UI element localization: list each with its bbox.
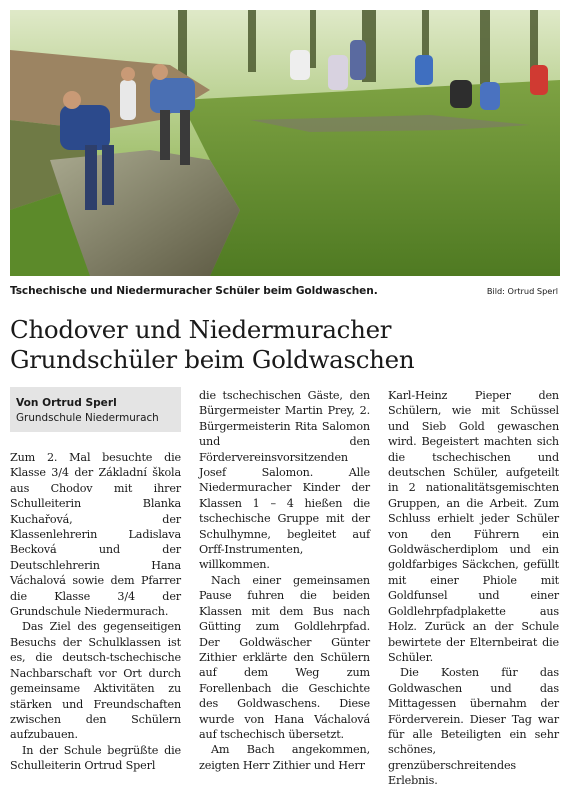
article-column-1: [10, 450, 181, 774]
author-box: [10, 387, 181, 432]
paragraph: In der Schule begrüßte die Schulleiterin Ortrud Sperl: [10, 743, 181, 773]
paragraph: Das Ziel des gegenseitigen Besuchs der Schulklassen ist es, die deutsch-tschechische Nachbarschaft vor Ort durch gemeinsame Aktivitäten zu stärken und Freundschaften zwischen den Schülern aufzubauen.: [10, 620, 181, 742]
author-affiliation: Grundschule Niedermurach: [16, 412, 159, 424]
paragraph: Zum 2. Mal besuchte die Klasse 3/4 der Základní škola aus Chodov mit ihrer Schulleiterin Blanka Kuchařová, der Klassenlehrerin Ladislava Becková und der Deutschlehrerin Hana Váchalová sowie dem Pfarrer die Klasse 3/4 der Grundschule Niedermurach.: [10, 451, 181, 619]
article-column-2: [199, 388, 370, 773]
article-photo: [10, 10, 560, 276]
paragraph: Karl-Heinz Pieper den Schülern, wie mit Schüssel und Sieb Gold gewaschen wird. Begeistert machten sich die tschechischen und deutschen Schüler, aufgeteilt in 2 nationalitätsgemischten Gruppen, an die Arbeit. Zum Schluss erhielt jeder Schüler von den Führern ein Goldwäscherdiplom und ein goldfarbiges Säckchen, gefüllt mit einer Phiole mit Goldfunsel und einer Goldlehrpfadplakette aus Holz. Zurück an der Schule bewirtete der Elternbeirat die Schüler.: [388, 389, 559, 664]
photo-caption-row: [10, 285, 560, 303]
paragraph: Die Kosten für das Goldwaschen und das Mittagessen übernahm der Förderverein. Dieser Tag war für alle Beteiligten ein sehr schönes, grenzüberschreitendes Erlebnis.: [388, 666, 559, 788]
author-name: Von Ortrud Sperl: [16, 397, 117, 409]
paragraph: die tschechischen Gäste, den Bürgermeister Martin Prey, 2. Bürgermeisterin Rita Salomon und den Fördervereinsvorsitzenden Josef Salomon. Alle Niedermuracher Kinder der Klassen 1 – 4 hießen die tschechische Gruppe mit der Schulhymne, begleitet auf Orff-Instrumenten, willkommen.: [199, 389, 370, 572]
article-column-3: [388, 388, 559, 789]
headline-line-1: Chodover und Niedermuracher: [10, 315, 392, 344]
paragraph: Am Bach angekommen, zeigten Herr Zithier und Herr: [199, 743, 370, 772]
photo-credit: Bild: Ortrud Sperl: [486, 286, 558, 296]
photo-caption: Tschechische und Niedermuracher Schüler beim Goldwaschen.: [10, 285, 378, 297]
article-headline: [10, 315, 560, 375]
paragraph: Nach einer gemeinsamen Pause fuhren die beiden Klassen mit dem Bus nach Gütting zum Goldlehrpfad. Der Goldwäscher Günter Zithier erklärte den Schülern auf dem Weg zum Forellenbach die Geschichte des Goldwaschens. Diese wurde von Hana Váchalová auf tschechisch übersetzt.: [199, 573, 370, 741]
headline-line-2: Grundschüler beim Goldwaschen: [10, 345, 415, 374]
